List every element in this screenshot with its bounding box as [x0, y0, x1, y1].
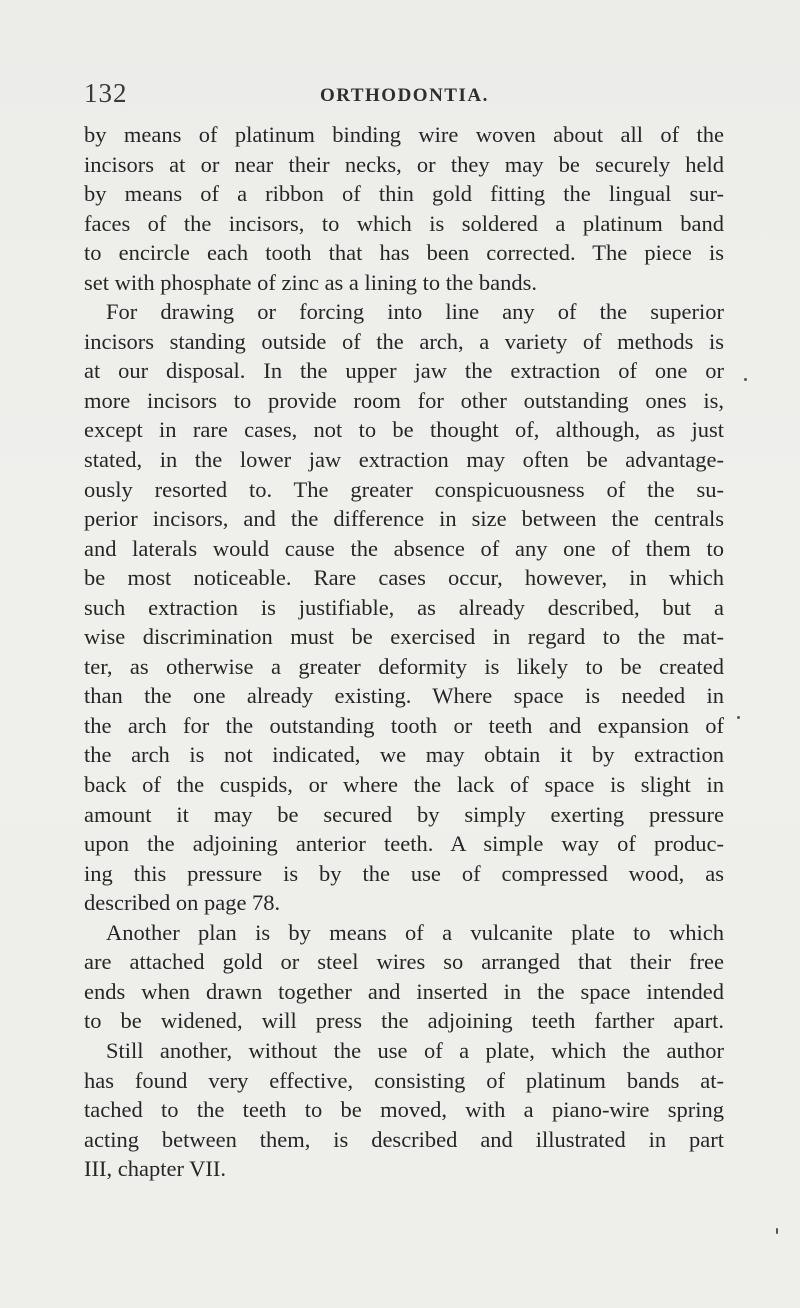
text-line: upon the adjoining anterior teeth. A simple way of produc-: [84, 831, 724, 857]
margin-speck: [737, 716, 740, 719]
text-line: ously resorted to. The greater conspicuousness of the su-: [84, 476, 724, 502]
text-line: to be widened, will press the adjoining teeth farther apart.: [84, 1008, 724, 1034]
text-line: amount it may be secured by simply exerting pressure: [84, 801, 724, 827]
text-line: ing this pressure is by the use of compressed wood, as: [84, 860, 724, 886]
text-line: more incisors to provide room for other outstanding ones is,: [84, 387, 724, 413]
text-line: perior incisors, and the difference in size between the centrals: [84, 506, 724, 532]
text-line: by means of platinum binding wire woven about all of the: [84, 122, 724, 147]
text-line: Still another, without the use of a plate, which the author: [106, 1037, 724, 1063]
text-line: such extraction is justifiable, as already described, but a: [84, 594, 724, 620]
text-line: ter, as otherwise a greater deformity is likely to be created: [84, 653, 724, 679]
text-line: than the one already existing. Where space is needed in: [84, 683, 724, 709]
body-text: [84, 120, 724, 1184]
text-line: be most noticeable. Rare cases occur, however, in which: [84, 565, 724, 591]
page-header: [84, 78, 724, 114]
text-line: described on page 78.: [84, 890, 281, 916]
text-line: tached to the teeth to be moved, with a piano-wire spring: [84, 1097, 724, 1123]
margin-speck: [776, 1228, 778, 1234]
text-line: has found very effective, consisting of platinum bands at-: [84, 1067, 724, 1093]
text-line: stated, in the lower jaw extraction may often be advantage-: [84, 447, 724, 473]
text-line: acting between them, is described and illustrated in part: [84, 1126, 724, 1152]
running-head: ORTHODONTIA.: [320, 85, 489, 106]
text-line: III, chapter VII.: [84, 1156, 227, 1182]
text-line: faces of the incisors, to which is soldered a platinum band: [84, 210, 724, 236]
text-line: wise discrimination must be exercised in regard to the mat-: [84, 624, 724, 650]
text-line: except in rare cases, not to be thought of, although, as just: [84, 417, 724, 443]
text-line: at our disposal. In the upper jaw the extraction of one or: [84, 358, 724, 384]
text-line: to encircle each tooth that has been corrected. The piece is: [84, 240, 724, 266]
text-line: For drawing or forcing into line any of the superior: [106, 299, 724, 325]
text-line: and laterals would cause the absence of any one of them to: [84, 535, 724, 561]
text-line: incisors standing outside of the arch, a variety of methods is: [84, 328, 724, 354]
text-line: the arch is not indicated, we may obtain it by extraction: [84, 742, 724, 768]
text-line: are attached gold or steel wires so arranged that their free: [84, 949, 724, 975]
text-line: by means of a ribbon of thin gold fitting the lingual sur-: [84, 181, 724, 207]
text-line: incisors at or near their necks, or they may be securely held: [84, 151, 724, 177]
text-line: ends when drawn together and inserted in the space intended: [84, 978, 724, 1004]
text-line: Another plan is by means of a vulcanite plate to which: [106, 919, 724, 945]
page-number: 132: [84, 78, 128, 108]
text-line: the arch for the outstanding tooth or teeth and expansion of: [84, 712, 724, 738]
margin-speck: [744, 378, 747, 381]
text-line: back of the cuspids, or where the lack of space is slight in: [84, 772, 724, 798]
text-line: set with phosphate of zinc as a lining to the bands.: [84, 269, 538, 295]
